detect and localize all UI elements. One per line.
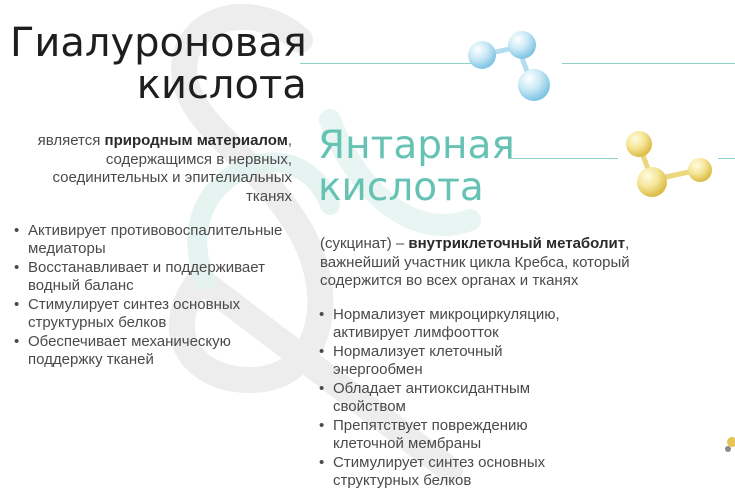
hyaluronic-title-line2: кислота [136,62,307,108]
hyaluronic-title [10,22,307,106]
list-item: • Обладает антиоксидантным свойством [319,380,579,416]
hyaluronic-intro-bold: природным материалом [104,132,288,149]
succinic-intro [320,235,650,291]
hyaluronic-intro-pre: является [37,132,105,149]
title-rule-hyaluronic [300,63,485,64]
amber-molecule-icon [612,122,720,204]
title-rule-hyaluronic-right [562,63,735,64]
list-item: • Активирует противовоспалительные медиаторы [14,222,304,258]
list-item: • Стимулирует синтез основных структурных белков [14,296,304,332]
succinic-title [318,125,515,209]
list-item: • Обеспечивает механическую поддержку тканей [14,333,304,369]
list-item: • Восстанавливает и поддерживает водный баланс [14,259,304,295]
hyaluronic-intro [20,132,292,206]
hyaluronic-title-line1: Гиалуроновая [10,20,307,66]
list-item: • Препятствует повреждению клеточной мембраны [319,417,579,453]
title-rule-succinic-right [718,158,735,159]
succinic-benefits-list [319,306,579,491]
list-item: • Нормализует клеточный энергообмен [319,343,579,379]
title-rule-succinic [508,158,618,159]
hyaluronic-intro-post: , содержащимся в нервных, соединительных и эпителиальных тканях [52,132,292,205]
blue-molecule-icon [462,17,562,107]
partial-molecule-icon [722,436,735,452]
succinic-intro-pre: (сукцинат) – [320,235,409,252]
succinic-intro-bold: внутриклеточный метаболит [408,235,626,252]
list-item: • Нормализует микроциркуляцию, активирует лимфоотток [319,306,579,342]
succinic-intro-post: , важнейший участник цикла Кребса, который содержится во всех органах и тканях [320,235,630,289]
hyaluronic-benefits-list [14,222,304,370]
list-item: • Стимулирует синтез основных структурных белков [319,454,579,490]
succinic-title-line2: кислота [318,165,484,210]
succinic-title-line1: Янтарная [318,123,515,168]
